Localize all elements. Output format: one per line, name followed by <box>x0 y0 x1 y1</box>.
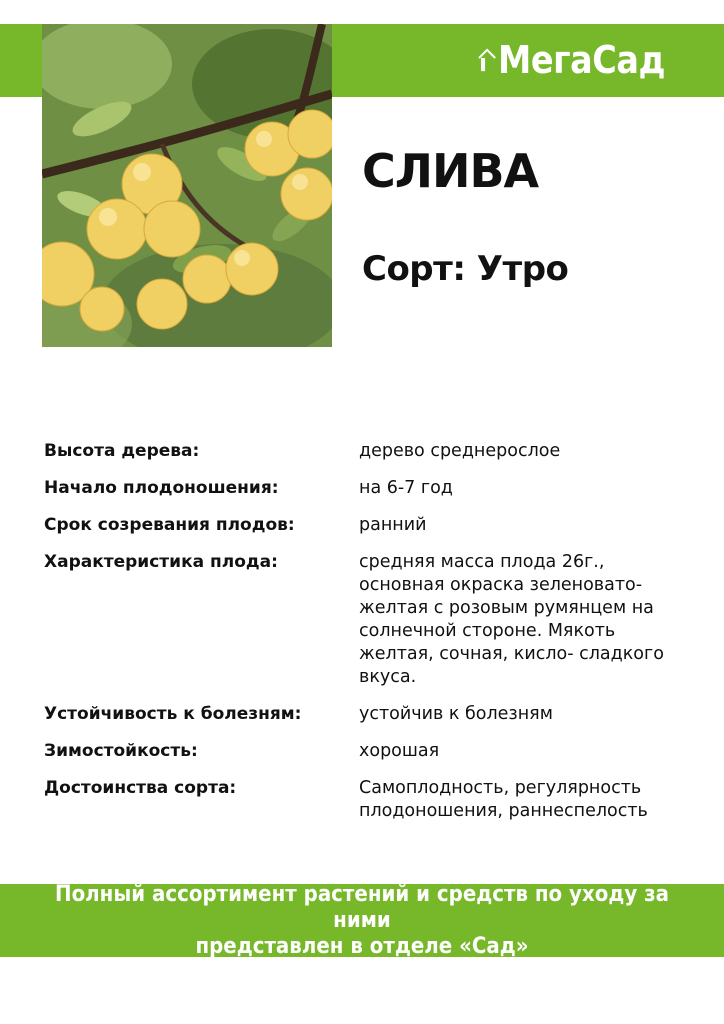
footer-band <box>0 881 724 959</box>
spec-value: средняя масса плода 26г., основная окраска зеленовато-желтая с розовым румянцем на солнечной стороне. Мякоть желтая, сочная, кисло- сладкого вкуса. <box>359 552 664 687</box>
spec-row <box>44 440 684 463</box>
spec-label: Характеристика плода: <box>44 552 278 572</box>
page-title: СЛИВА <box>362 144 539 198</box>
spec-row <box>44 514 684 537</box>
spec-value: устойчив к болезням <box>359 704 553 724</box>
spec-label: Устойчивость к болезням: <box>44 704 302 724</box>
spec-row <box>44 477 684 500</box>
spec-value: хорошая <box>359 741 440 761</box>
variety-subtitle: Сорт: Утро <box>362 249 569 289</box>
yellow-plums-photo <box>42 24 332 347</box>
spec-label: Достоинства сорта: <box>44 778 237 798</box>
spec-value: дерево среднерослое <box>359 441 561 461</box>
spec-label: Срок созревания плодов: <box>44 515 295 535</box>
footer-line-2: представлен в отделе «Сад» <box>195 933 529 959</box>
spec-label: Зимостойкость: <box>44 741 198 761</box>
brand-logo <box>478 32 688 88</box>
spec-value: на 6-7 год <box>359 478 453 498</box>
footer-line-1: Полный ассортимент растений и средств по уходу за ними <box>55 881 669 933</box>
spec-row <box>44 703 684 726</box>
spec-row <box>44 551 684 689</box>
spec-value: Самоплодность, регулярность плодоношения, раннеспелость <box>359 778 648 821</box>
spec-value: ранний <box>359 515 427 535</box>
spec-row <box>44 740 684 763</box>
spec-label: Начало плодоношения: <box>44 478 279 498</box>
spec-row <box>44 777 684 823</box>
spec-label: Высота дерева: <box>44 441 200 461</box>
house-icon <box>478 36 496 84</box>
brand-name: МегаСад <box>498 38 666 82</box>
plum-photo <box>42 24 332 347</box>
footer-text <box>47 882 677 960</box>
specs-table <box>44 440 684 837</box>
